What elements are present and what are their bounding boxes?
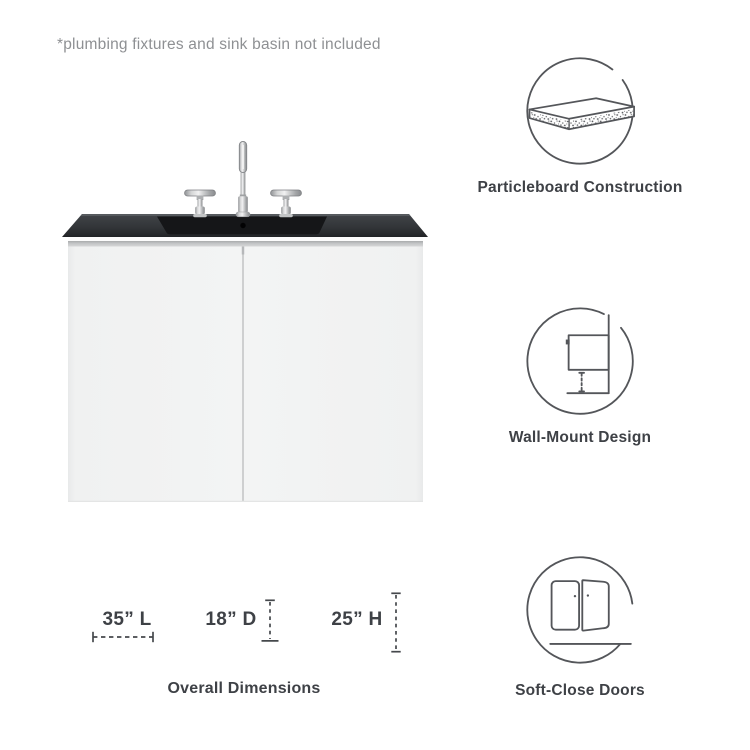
vanity-illustration bbox=[55, 135, 435, 505]
faucet bbox=[185, 142, 302, 218]
faucet-handle-left bbox=[185, 190, 216, 217]
depth-marker bbox=[262, 600, 279, 641]
dimension-height: 25” H bbox=[331, 609, 383, 630]
feature-label: Particleboard Construction bbox=[477, 179, 683, 196]
dimension-length: 35” L bbox=[102, 609, 152, 630]
particleboard-construction-icon bbox=[525, 56, 635, 166]
faucet-handle-right bbox=[271, 190, 302, 217]
faucet-spout bbox=[236, 142, 250, 217]
feature-soft-close-doors bbox=[462, 555, 698, 700]
feature-particleboard-construction bbox=[462, 56, 698, 197]
dimension-markers bbox=[85, 585, 410, 660]
feature-label: Soft-Close Doors bbox=[515, 682, 645, 699]
soft-close-doors-icon bbox=[525, 555, 635, 665]
height-marker bbox=[391, 593, 400, 651]
disclaimer-text: *plumbing fixtures and sink basin not included bbox=[57, 36, 381, 53]
feature-label: Wall-Mount Design bbox=[508, 429, 652, 446]
sink-overflow-hole bbox=[240, 223, 245, 228]
vanity-countertop bbox=[62, 214, 428, 237]
feature-wall-mount-design bbox=[462, 306, 698, 447]
dimensions-caption: Overall Dimensions bbox=[167, 680, 321, 697]
dimension-depth: 18” D bbox=[205, 609, 257, 630]
wall-mount-design-icon bbox=[525, 306, 635, 416]
length-marker bbox=[93, 632, 153, 642]
vanity-cabinet bbox=[68, 237, 423, 502]
